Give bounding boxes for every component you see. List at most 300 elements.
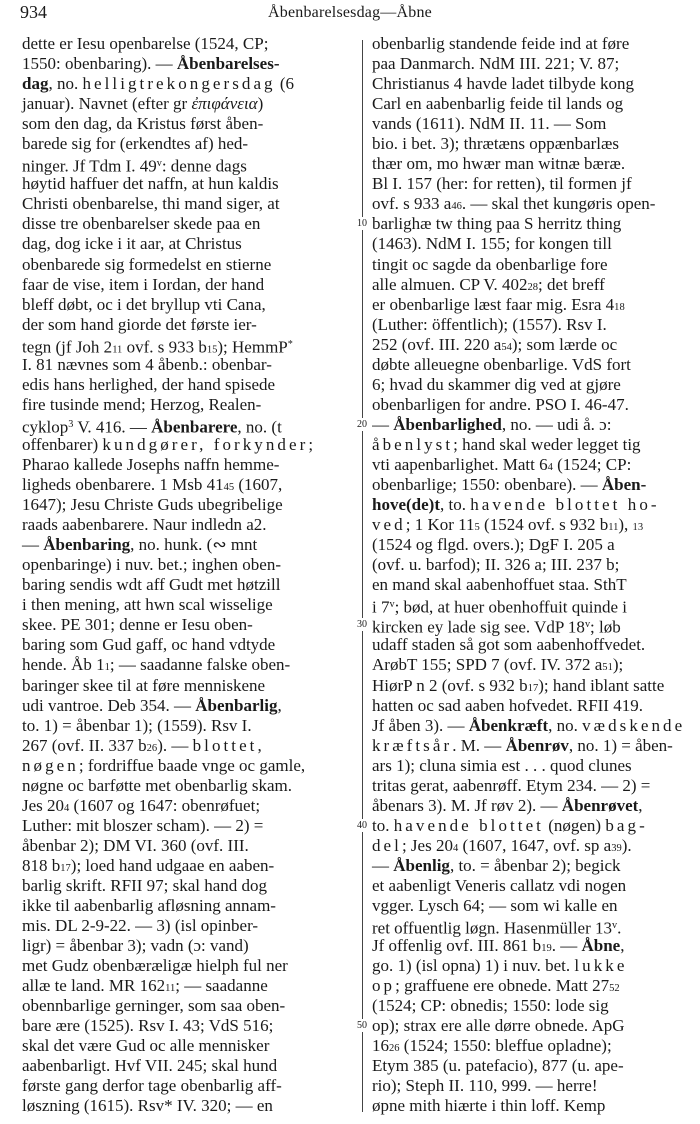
text-segment: . — — [551, 936, 582, 956]
text-segment: Luther: mit bloszer scham). — 2) = — [22, 815, 264, 835]
text-line — [22, 595, 352, 615]
text-segment: i then mening, att hwn scal wisselige — [22, 595, 273, 615]
text-segment: (1607, 1647, ovf. sp a — [458, 835, 612, 855]
text-segment: barede sig for (erkendtes af) hed- — [22, 134, 249, 154]
text-segment: baringer skee til at føre menniskene — [22, 675, 266, 695]
spaced-gloss: op — [372, 976, 396, 996]
text-line — [22, 1056, 352, 1076]
text-line — [22, 375, 352, 395]
text-segment: vands (1611). NdM II. 11. — Som — [372, 114, 607, 134]
text-segment: kircken ey lade sig see. VdP 18 — [372, 617, 585, 637]
text-segment: * — [287, 338, 293, 350]
text-segment: åbenbar 2); DM VI. 360 (ovf. III. — [22, 835, 249, 855]
text-segment: skal det være Gud oc alle mennisker — [22, 1036, 270, 1056]
text-line — [372, 716, 696, 736]
text-line — [372, 415, 696, 435]
text-segment: HiørP n 2 (ovf. s 932 b — [372, 675, 528, 695]
text-line — [372, 916, 696, 936]
text-line — [372, 455, 696, 475]
text-line — [22, 716, 352, 736]
text-segment: døbte alleuegne obenbarlige. VdS fort — [372, 354, 631, 374]
spaced-gloss: havende blottet ho- — [470, 495, 660, 515]
text-line — [22, 756, 352, 776]
text-line — [22, 956, 352, 976]
text-segment: mis. DL 2-9-22. — 3) (isl opinber- — [22, 916, 259, 936]
text-line — [372, 896, 696, 916]
text-line — [22, 295, 352, 315]
text-segment: baring sendis wdt aff Gudt met høtzill — [22, 575, 281, 595]
text-segment: Christianus 4 havde ladet tilbyde kong — [372, 74, 635, 94]
text-segment: 19 — [541, 943, 552, 955]
headword: hove(de)t — [372, 495, 440, 515]
page-number: 934 — [20, 2, 47, 22]
text-segment: Jes 20 — [22, 795, 65, 815]
text-line — [372, 74, 696, 94]
text-segment: ninger. Jf Tdm I. 49 — [22, 156, 157, 176]
text-segment: , — [257, 735, 262, 755]
text-segment: skee. PE 301; denne er Iesu oben- — [22, 615, 253, 635]
text-segment: vti aapenbarlighet. Matt 6 — [372, 454, 548, 474]
text-segment: der som hand giorde det første ier- — [22, 314, 257, 334]
text-segment: ); hand iblant satte — [538, 675, 665, 695]
text-line — [22, 736, 352, 756]
text-line — [22, 435, 352, 455]
text-line — [372, 976, 696, 996]
text-segment: . M. — — [452, 735, 506, 755]
text-line — [372, 555, 696, 575]
line-number-marker: 20 — [352, 418, 372, 431]
text-segment: udi vantroe. Deb 354. — — [22, 695, 196, 715]
text-segment: 11 — [165, 983, 176, 995]
text-segment: Jf åben 3). — — [372, 715, 469, 735]
text-segment: 15 — [206, 344, 218, 356]
text-line — [22, 836, 352, 856]
text-segment: raads aabenbarere. Naur indledn a2. — [22, 515, 267, 535]
text-segment: ret offuentlig løgn. Hasenmüller 13 — [372, 918, 612, 938]
text-line — [372, 676, 696, 696]
text-segment: go. 1) (isl opna) 1) i nuv. bet. — [372, 956, 575, 976]
spaced-gloss: kræftsår — [372, 735, 453, 755]
text-segment: (1607, — [234, 475, 283, 495]
text-line — [22, 776, 352, 796]
line-number-marker: 40 — [352, 819, 372, 832]
text-line — [22, 555, 352, 575]
text-segment: (1524; CP: — [552, 454, 632, 474]
text-segment: . — [617, 918, 622, 938]
text-line — [372, 335, 696, 355]
text-line — [22, 154, 352, 174]
text-segment: obenbarede sig formedelst en stierne — [22, 254, 272, 274]
text-line — [22, 1076, 352, 1096]
text-segment: (1463). NdM I. 155; for kongen till — [372, 234, 612, 254]
text-line — [372, 1076, 696, 1096]
text-line — [22, 515, 352, 535]
text-segment: , no. — [548, 715, 583, 735]
text-segment: ). — — [157, 735, 193, 755]
text-line — [372, 134, 696, 154]
text-segment: 26 — [389, 1043, 400, 1055]
text-segment: edis hans herlighed, der hand spisede — [22, 374, 276, 394]
text-segment: ; — saadanne — [175, 976, 268, 996]
text-segment: 17 — [527, 682, 539, 694]
text-line — [22, 275, 352, 295]
text-segment: ligr) = åbenbar 3); vadn (ɔ: vand) — [22, 936, 249, 956]
headword: Åbenrøvet — [561, 795, 639, 815]
text-line — [372, 655, 696, 675]
text-segment: åbenars 3). M. Jf røv 2). — — [372, 795, 562, 815]
text-segment: (1524 og flgd. overs.); DgF I. 205 a — [372, 535, 615, 555]
text-segment: , no. — udi å. ɔ: — [501, 414, 612, 434]
text-line — [372, 696, 696, 716]
spaced-gloss: bag- — [605, 815, 648, 835]
text-segment: 28 — [527, 281, 539, 293]
text-segment: ; Jes 20 — [401, 835, 453, 855]
text-segment: 4 — [64, 802, 70, 814]
text-line — [22, 876, 352, 896]
text-line — [372, 94, 696, 114]
text-segment: 51 — [602, 662, 613, 674]
text-segment: , no. 1) = åben- — [568, 735, 673, 755]
spaced-gloss: blottet — [192, 735, 258, 755]
text-segment: ; hand skal weder legget tig — [453, 434, 641, 454]
text-line — [22, 916, 352, 936]
text-segment: — — [372, 414, 394, 434]
text-segment: , — [638, 795, 643, 815]
text-line — [372, 495, 696, 515]
text-segment: barlig skrift. RFII 97; skal hand dog — [22, 875, 268, 895]
headword: Åbenlig — [393, 855, 450, 875]
left-column — [22, 34, 352, 1117]
text-line — [22, 54, 352, 74]
text-segment: 52 — [609, 983, 620, 995]
text-segment: 818 b — [22, 855, 61, 875]
headword: Åbenbarere — [151, 417, 238, 437]
text-segment: I. 81 nævnes som 4 åbenb.: obenbar- — [22, 354, 272, 374]
text-segment: 4 — [452, 842, 459, 854]
headword: Åbenkræft — [468, 715, 549, 735]
headword: Åbenbarelses- — [176, 54, 280, 74]
text-segment: fire tusinde mend; Herzog, Realen- — [22, 394, 262, 414]
text-line — [372, 575, 696, 595]
text-line — [372, 295, 696, 315]
text-segment: bare ære (1525). Rsv I. 43; VdS 516; — [22, 1016, 274, 1036]
headword: Åbenbarlighed — [393, 414, 502, 434]
text-segment: thær om, mo hwær man witnæ bæræ. — [372, 154, 626, 174]
text-segment: en mand skal aabenhoffuet staa. SthT — [372, 575, 627, 595]
text-segment: udaff staden så got som aabenhoffvedet. — [372, 635, 646, 655]
text-line — [372, 796, 696, 816]
text-segment: første gang derfor tage obenbarlig aff- — [22, 1076, 282, 1096]
headword: Åben- — [601, 475, 647, 495]
text-line — [372, 1036, 696, 1056]
column-divider — [362, 40, 363, 1112]
text-segment: 252 (ovf. III. 220 a — [372, 334, 502, 354]
text-segment: alle almuen. CP V. 402 — [372, 274, 528, 294]
text-segment: 1647); Jesu Christe Guds ubegribelige — [22, 495, 283, 515]
text-line — [22, 355, 352, 375]
text-segment: obenbarlige; 1550: obenbare). — — [372, 475, 602, 495]
text-line — [22, 696, 352, 716]
text-segment: tritas gerat, aabenrøff. Etym 234. — 2) = — [372, 775, 651, 795]
text-line — [22, 475, 352, 495]
text-segment: ); — [612, 655, 624, 675]
text-line — [22, 415, 352, 435]
text-segment: 26 — [146, 742, 158, 754]
text-segment: Jf offenlig ovf. III. 861 b — [372, 936, 542, 956]
text-segment: Bl I. 157 (her: for retten), til formen jf — [372, 174, 632, 194]
text-segment: januar). Navnet (efter gr — [22, 94, 192, 114]
text-segment: bio. i bet. 3); thrætæns oppænbarlæs — [372, 134, 619, 154]
text-line — [22, 114, 352, 134]
text-line — [22, 194, 352, 214]
text-line — [22, 575, 352, 595]
text-segment: 39 — [611, 842, 622, 854]
text-segment: 5 — [474, 522, 480, 534]
text-line — [22, 936, 352, 956]
text-segment: nøgne oc barføtte met obenbarlig skam. — [22, 775, 293, 795]
line-number-marker: 10 — [352, 217, 372, 230]
text-line — [22, 655, 352, 675]
text-segment: 3 — [68, 418, 74, 430]
text-segment: 13 — [632, 522, 644, 534]
text-segment: op); strax ere alle dørre obnede. ApG — [372, 1016, 625, 1036]
running-head: Åbenbarelsesdag—Åbne — [268, 4, 432, 21]
text-line — [372, 54, 696, 74]
text-line — [372, 154, 696, 174]
text-line — [372, 956, 696, 976]
text-line — [372, 736, 696, 756]
text-segment: som den dag, da Kristus først åben- — [22, 114, 264, 134]
text-segment: , to. — [439, 495, 471, 515]
text-segment: Pharao kallede Josephs naffn hemme- — [22, 454, 280, 474]
line-number-marker: 30 — [352, 618, 372, 631]
text-line — [372, 816, 696, 836]
text-line — [372, 615, 696, 635]
text-segment: to. 1) = åbenbar 1); (1559). Rsv I. — [22, 715, 252, 735]
text-line — [22, 315, 352, 335]
text-segment: ovf. s 933 b — [122, 337, 207, 357]
text-line — [22, 896, 352, 916]
text-line — [372, 315, 696, 335]
text-segment: barlighæ tw thing paa S herritz thing — [372, 214, 622, 234]
text-line — [22, 535, 352, 555]
text-segment: ; fordriffue baade vnge oc gamle, — [78, 755, 306, 775]
headword: Åbenrøv — [505, 735, 569, 755]
text-segment: ars 1); cluna simia est . . . quod clunes — [372, 755, 632, 775]
text-segment: høytid haffuer det naffn, at hun kaldis — [22, 174, 279, 194]
text-line — [372, 114, 696, 134]
text-line — [22, 234, 352, 254]
text-line — [372, 1016, 696, 1036]
text-segment: ; løb — [590, 617, 621, 637]
text-segment: 4 — [547, 461, 553, 473]
text-segment: 16 — [372, 1036, 389, 1056]
text-segment: (ovf. u. barfod); II. 326 a; III. 237 b; — [372, 555, 620, 575]
text-segment: dag, dog icke i it aar, at Christus — [22, 234, 242, 254]
text-line — [372, 836, 696, 856]
text-segment: 54 — [501, 341, 512, 353]
headword: Åbne — [581, 936, 621, 956]
text-line — [22, 796, 352, 816]
text-segment: obenbarligen for andre. PSO I. 46-47. — [372, 394, 629, 414]
text-segment: , — [620, 936, 625, 956]
text-segment: 6; hvad du skammer dig ved at gjøre — [372, 374, 621, 394]
text-segment: ikke til aabenbarlig afløsning annam- — [22, 896, 276, 916]
text-segment: ; — saadanne falske oben- — [109, 655, 291, 675]
text-line — [372, 535, 696, 555]
text-segment: paa Danmarch. NdM III. 221; V. 87; — [372, 54, 620, 74]
text-segment: ArøbT 155; SPD 7 (ovf. IV. 372 a — [372, 655, 603, 675]
text-segment: to. — [372, 815, 394, 835]
text-line — [22, 1016, 352, 1036]
spaced-gloss: vædskende — [582, 715, 686, 735]
text-line — [22, 615, 352, 635]
text-line — [22, 174, 352, 194]
text-line — [22, 976, 352, 996]
text-segment: (6 — [275, 74, 295, 94]
text-segment: allæ te land. MR 162 — [22, 976, 166, 996]
text-segment: vgger. Lysch 64; — som wi kalle en — [372, 896, 618, 916]
text-line — [22, 255, 352, 275]
text-line — [22, 74, 352, 94]
text-line — [372, 355, 696, 375]
text-segment: (1524; CP: obnedis; 1550: lode sig — [372, 996, 609, 1016]
right-column — [372, 34, 696, 1117]
text-line — [372, 595, 696, 615]
text-line — [372, 255, 696, 275]
text-segment: v — [612, 920, 618, 932]
text-segment: , no. — [48, 74, 83, 94]
text-segment: (1524 ovf. s 932 b — [479, 515, 609, 535]
spaced-gloss: havende blottet — [393, 815, 544, 835]
text-line — [372, 34, 696, 54]
text-line — [22, 676, 352, 696]
text-segment: (1607 og 1647: obenrøfuet; — [69, 795, 261, 815]
text-segment: et aabenligt Veneris callatz vdi nogen — [372, 875, 627, 895]
text-line — [372, 1056, 696, 1076]
spaced-gloss: nøgen — [22, 755, 79, 775]
text-line — [372, 776, 696, 796]
spaced-gloss: helligtrekongersdag — [82, 74, 276, 94]
text-segment: met Gudz obenbæræligæ hielph ful ner — [22, 956, 288, 976]
text-segment: 46 — [451, 201, 462, 213]
text-line — [22, 395, 352, 415]
text-line — [372, 756, 696, 776]
text-line — [372, 194, 696, 214]
text-segment: ovf. s 933 a — [372, 194, 452, 214]
text-segment: ). — [621, 835, 632, 855]
text-segment: ; 1 Kor 11 — [405, 515, 475, 535]
text-line — [372, 635, 696, 655]
text-segment: 17 — [60, 862, 71, 874]
text-segment: rio); Steph II. 110, 999. — herre! — [372, 1076, 598, 1096]
text-segment: hende. Åb 1 — [22, 655, 105, 675]
text-segment: Christi obenbarelse, thi mand siger, at — [22, 194, 280, 214]
text-segment: openbaringe) i nuv. bet.; inghen oben- — [22, 555, 282, 575]
headword: dag — [22, 74, 49, 94]
text-segment: ; det breff — [538, 274, 605, 294]
text-segment: offenbarer) — [22, 434, 103, 454]
text-segment: tingit oc sagde da obenbarlige fore — [372, 254, 608, 274]
text-segment: baring som Gud gaff, oc hand vdtyde — [22, 635, 276, 655]
text-line — [372, 435, 696, 455]
text-segment: cyklop — [22, 417, 69, 437]
text-line — [22, 856, 352, 876]
text-segment: . — skal thet kungøris open- — [461, 194, 656, 214]
text-line — [22, 1036, 352, 1056]
text-segment: (Luther: öffentlich); (1557). Rsv I. — [372, 314, 607, 334]
text-segment: , — [277, 695, 282, 715]
text-segment: , no. (t — [237, 417, 282, 437]
text-segment: aabenbarligt. Hvf VII. 245; skal hund — [22, 1056, 278, 1076]
text-segment: 267 (ovf. II. 337 b — [22, 735, 147, 755]
text-segment: , to. = åbenbar 2); begick — [449, 855, 621, 875]
text-segment: ligheds obenbarere. 1 Msb 41 — [22, 475, 224, 495]
text-segment: disse tre obenbarelser skede paa en — [22, 214, 261, 234]
text-segment: bleff døbt, oc i det bryllup vti Cana, — [22, 294, 266, 314]
spaced-gloss: kundgører, forkynder — [102, 434, 309, 454]
text-line — [372, 395, 696, 415]
text-segment: ); som lærde oc — [511, 334, 618, 354]
text-line — [372, 996, 696, 1016]
text-segment: ); loed hand udgaae en aaben- — [70, 855, 275, 875]
text-line — [372, 936, 696, 956]
text-line — [22, 996, 352, 1016]
text-segment: obenbarlig standende feide ind at føre — [372, 34, 630, 53]
spaced-gloss: ved — [372, 515, 406, 535]
text-segment: Etym 385 (u. patefacio), 877 (u. ape- — [372, 1056, 624, 1076]
text-segment: 1550: obenbaring). — — [22, 54, 177, 74]
text-segment: hatten oc sad aaben hofvedet. RFII 419. — [372, 695, 643, 715]
text-segment: i 7 — [372, 597, 390, 617]
text-segment: ), — [618, 515, 633, 535]
text-line — [372, 475, 696, 495]
line-number-marker: 50 — [352, 1019, 372, 1032]
text-line — [22, 94, 352, 114]
text-segment: dette er Iesu openbarelse (1524, CP; — [22, 34, 269, 53]
text-segment: v — [389, 599, 395, 611]
text-line — [22, 1096, 352, 1116]
text-segment: ; graffuene ere obnede. Matt 27 — [395, 976, 610, 996]
text-segment: ; — [308, 434, 314, 454]
text-segment: 11 — [112, 344, 123, 356]
text-segment: : denne dags — [161, 156, 247, 176]
text-segment: 11 — [608, 522, 619, 534]
text-segment: V. 416. — — [73, 417, 152, 437]
text-line — [372, 515, 696, 535]
spaced-gloss: åbenlyst — [372, 434, 454, 454]
text-segment: ); HemmP — [217, 337, 288, 357]
text-line — [372, 275, 696, 295]
text-segment: obennbarlige gerninger, som saa oben- — [22, 996, 286, 1016]
text-segment: faar de vise, item i Iordan, der hand — [22, 274, 265, 294]
text-segment: ; bød, at huer obenhoffuit quinde i — [394, 597, 628, 617]
text-line — [22, 635, 352, 655]
text-segment: 45 — [223, 482, 235, 494]
text-line — [372, 234, 696, 254]
text-segment: 1 — [104, 662, 110, 674]
text-line — [372, 876, 696, 896]
text-line — [22, 335, 352, 355]
text-line — [22, 34, 352, 54]
spaced-gloss: lukke — [574, 956, 628, 976]
text-segment: (nøgen) — [543, 815, 606, 835]
text-segment: er obenbarlige læst faar mig. Esra 4 — [372, 294, 615, 314]
text-line — [372, 856, 696, 876]
text-line — [372, 214, 696, 234]
text-segment: Carl en aabenbarlig feide til lands og — [372, 94, 624, 114]
text-segment: tegn (jf Joh 2 — [22, 337, 113, 357]
